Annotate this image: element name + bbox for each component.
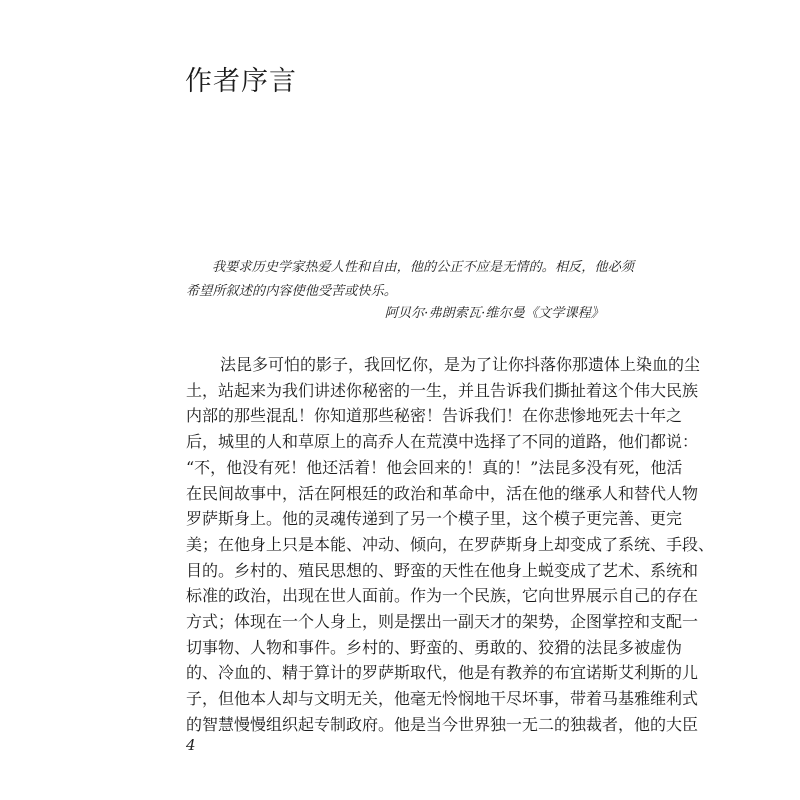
body-line: 目的。乡村的、殖民思想的、野蛮的天性在他身上蜕变成了艺术、系统和 <box>186 560 699 580</box>
chapter-title: 作者序言 <box>185 66 297 97</box>
body-line: 罗萨斯身上。他的灵魂传递到了另一个模子里，这个模子更完善、更完 <box>186 509 683 529</box>
body-line: 法昆多可怕的影子，我回忆你，是为了让你抖落你那遗体上染血的尘 <box>220 355 701 374</box>
body-line: 标准的政治，出现在世人面前。作为一个民族，它向世界展示自己的存在 <box>186 586 699 606</box>
page-number: 4 <box>186 736 196 754</box>
body-line: 的、冷血的、精于算计的罗萨斯取代，他是有教养的布宜诺斯艾利斯的儿 <box>186 663 699 683</box>
body-line: 方式；体现在一个人身上，则是摆出一副天才的架势，企图掌控和支配一 <box>186 612 699 632</box>
body-line: 切事物、人物和事件。乡村的、野蛮的、勇敢的、狡猾的法昆多被虚伪 <box>186 637 683 657</box>
epigraph-line: 希望所叙述的内容使他受苦或快乐。 <box>186 284 397 299</box>
body-paragraph <box>186 352 715 738</box>
epigraph-line: 我要求历史学家热爱人性和自由，他的公正不应是无情的。相反，他必须 <box>212 260 634 275</box>
epigraph-attribution: 阿贝尔·弗朗索瓦·维尔曼《文学课程》 <box>384 306 604 321</box>
epigraph <box>186 256 634 304</box>
body-line: 美；在他身上只是本能、冲动、倾向，在罗萨斯身上却变成了系统、手段、 <box>186 534 715 554</box>
body-line: 的智慧慢慢组织起专制政府。他是当今世界独一无二的独裁者，他的大臣 <box>186 714 699 734</box>
body-line: 土，站起来为我们讲述你秘密的一生，并且告诉我们撕扯着这个伟大民族 <box>186 380 699 400</box>
body-line: 子，但他本人却与文明无关，他毫无怜悯地干尽坏事，带着马基雅维利式 <box>186 689 699 709</box>
body-line: “不，他没有死！他还活着！他会回来的！真的！”法昆多没有死，他活 <box>186 457 683 477</box>
body-line: 在民间故事中，活在阿根廷的政治和革命中，活在他的继承人和替代人物 <box>186 483 699 503</box>
body-line: 内部的那些混乱！你知道那些秘密！告诉我们！在你悲惨地死去十年之 <box>186 406 683 426</box>
body-line: 后，城里的人和草原上的高乔人在荒漠中选择了不同的道路，他们都说： <box>186 432 699 452</box>
